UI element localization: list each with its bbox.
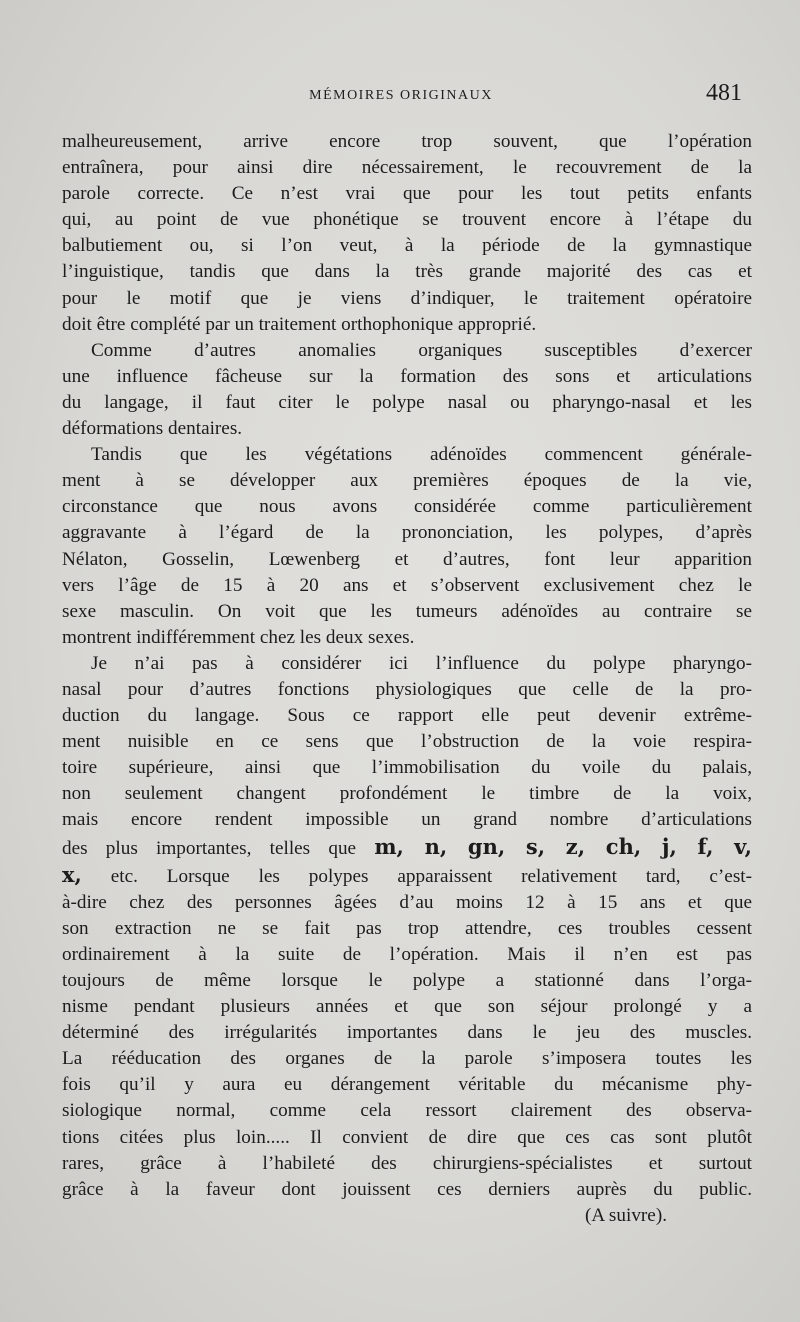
text-line: pour le motif que je viens d’indiquer, le traitement opératoire — [62, 287, 752, 309]
text-line: ment nuisible en ce sens que l’obstruction de la voie respira- — [62, 731, 752, 753]
text-line: siologique normal, comme cela ressort clairement des observa- — [62, 1100, 752, 1122]
text-line — [62, 834, 752, 862]
text-line: Tandis que les végétations adénoïdes commencent générale- — [91, 444, 752, 466]
text-line: toire supérieure, ainsi que l’immobilisation du voile du palais, — [62, 757, 752, 779]
text-line: montrent indifféremment chez les deux sexes. — [62, 626, 415, 648]
text-line: circonstance que nous avons considérée comme particulièrement — [62, 496, 752, 518]
text-line: grâce à la faveur dont jouissent ces derniers auprès du public. — [62, 1178, 752, 1200]
text-line: balbutiement ou, si l’on veut, à la période de la gymnastique — [62, 235, 752, 257]
text-line: La rééducation des organes de la parole s’imposera toutes les — [62, 1048, 752, 1070]
text-line: son extraction ne se fait pas trop attendre, ces troubles cessent — [62, 917, 752, 939]
text-line: fois qu’il y aura eu dérangement véritable du mécanisme phy- — [62, 1074, 752, 1096]
text-line: déterminé des irrégularités importantes dans le jeu des muscles. — [62, 1022, 752, 1044]
text-line — [62, 862, 752, 890]
text-line: l’inguistique, tandis que dans la très grande majorité des cas et — [62, 261, 752, 283]
page-header — [60, 80, 742, 114]
text-line: nasal pour d’autres fonctions physiologiques que celle de la pro- — [62, 678, 752, 700]
text-line: Je n’ai pas à considérer ici l’influence du polype pharyngo- — [91, 652, 752, 674]
text-line: malheureusement, arrive encore trop souvent, que l’opération — [62, 131, 752, 152]
text-line: entraînera, pour ainsi dire nécessairement, le recouvrement de la — [62, 157, 752, 179]
text-line: à-dire chez des personnes âgées d’au moins 12 à 15 ans et que — [62, 891, 752, 913]
text-line: sexe masculin. On voit que les tumeurs adénoïdes au contraire se — [62, 600, 752, 622]
running-head: MÉMOIRES ORIGINAUX — [309, 88, 493, 103]
text-line: déformations dentaires. — [62, 418, 243, 440]
text-line: ment à se développer aux premières époques de la vie, — [62, 470, 752, 492]
phoneme-x: x, — [62, 861, 82, 887]
text-line: Comme d’autres anomalies organiques susceptibles d’exercer — [91, 339, 752, 361]
text-line: Nélaton, Gosselin, Lœwenberg et d’autres, font leur apparition — [62, 548, 752, 570]
text-line: une influence fâcheuse sur la formation des sons et articulations — [62, 365, 752, 387]
text-line: aggravante à l’égard de la prononciation, les polypes, d’après — [62, 522, 752, 544]
text-segment: des plus importantes, telles que — [62, 837, 357, 859]
text-line: du langage, il faut citer le polype nasal ou pharyngo-nasal et les — [62, 391, 752, 413]
text-line: toujours de même lorsque le polype a stationné dans l’orga- — [62, 970, 752, 991]
page-number: 481 — [706, 80, 742, 106]
text-line: doit être complété par un traitement orthophonique approprié. — [62, 313, 537, 335]
body-text — [62, 129, 752, 1229]
text-line: tions citées plus loin..... Il convient de dire que ces cas sont plutôt — [62, 1126, 752, 1148]
text-segment: etc. Lorsque les polypes apparaissent relativement tard, c’est- — [110, 865, 753, 887]
continuation-note: (A suivre). — [584, 1204, 667, 1226]
text-line: qui, au point de vue phonétique se trouvent encore à l’étape du — [62, 209, 752, 231]
text-line: mais encore rendent impossible un grand nombre d’articulations — [62, 809, 752, 831]
phoneme-list: m, n, gn, s, z, ch, j, f, v, — [374, 833, 752, 859]
text-line: parole correcte. Ce n’est vrai que pour les tout petits enfants — [62, 183, 752, 205]
text-line: duction du langage. Sous ce rapport elle peut devenir extrême- — [62, 705, 752, 727]
text-line: nisme pendant plusieurs années et que son séjour prolongé y a — [62, 996, 752, 1018]
text-line: vers l’âge de 15 à 20 ans et s’observent exclusivement chez le — [62, 574, 752, 596]
text-line: non seulement changent profondément le timbre de la voix, — [62, 783, 752, 805]
text-line: rares, grâce à l’habileté des chirurgiens-spécialistes et surtout — [62, 1152, 752, 1174]
text-line: ordinairement à la suite de l’opération. Mais il n’en est pas — [62, 943, 752, 965]
